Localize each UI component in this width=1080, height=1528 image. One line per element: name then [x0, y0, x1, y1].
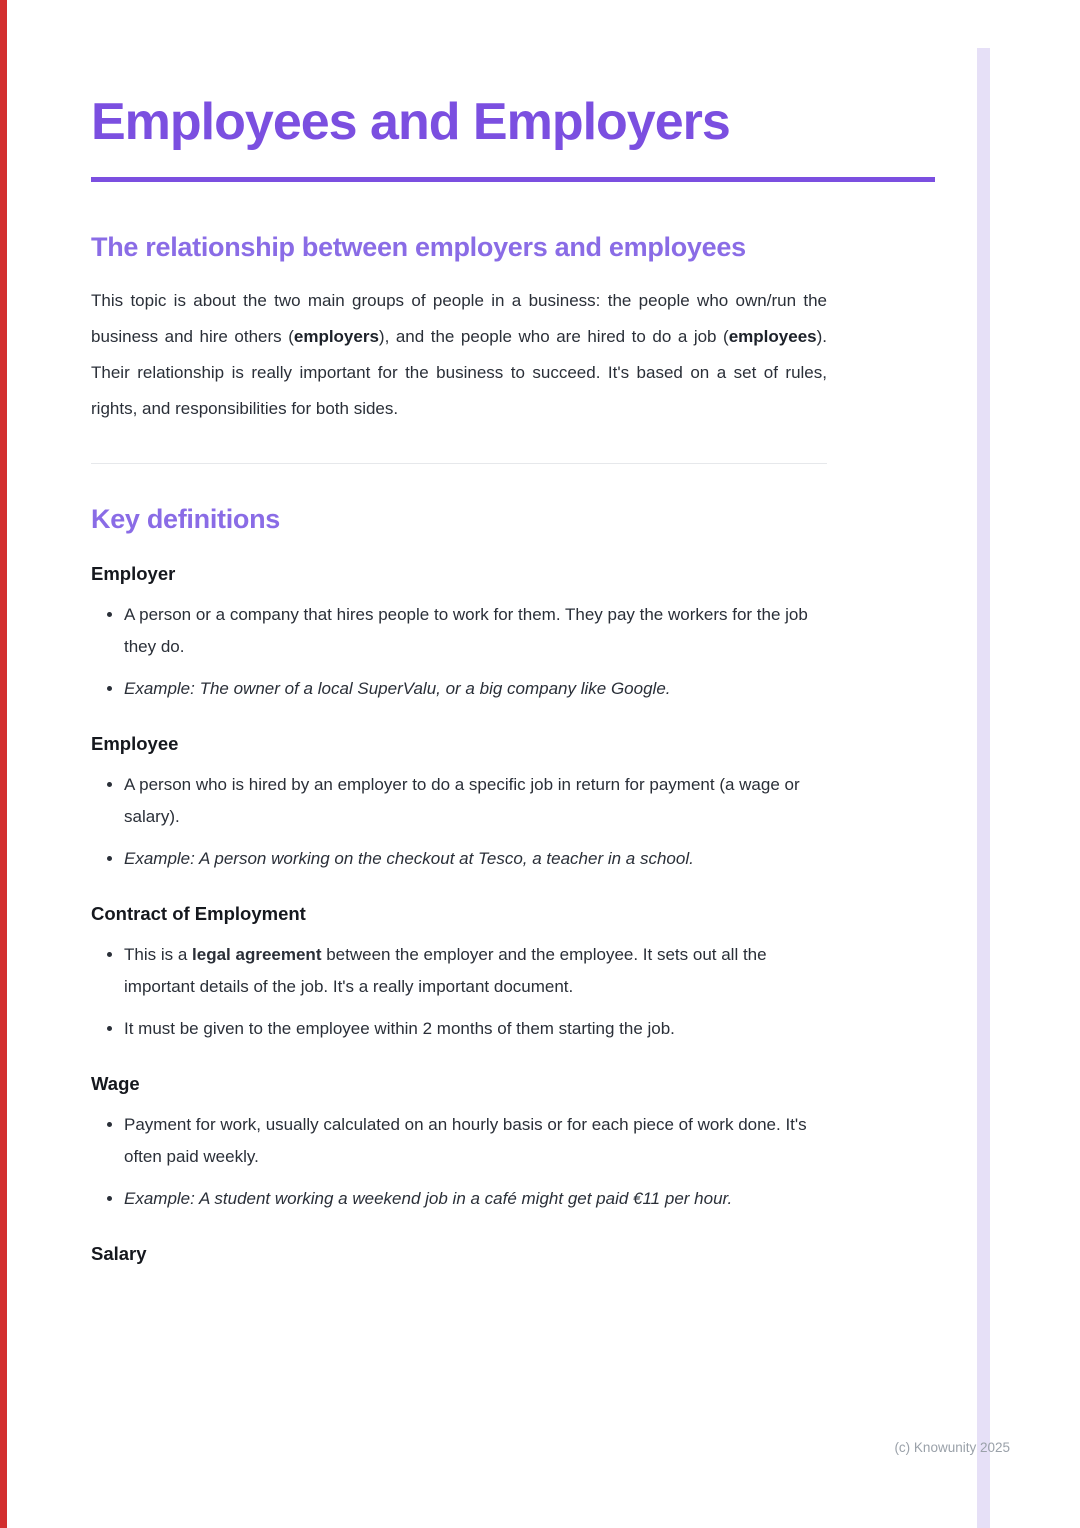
intro-segment-bold: employers [293, 327, 379, 347]
intro-segment: ). Their relationship is really important for the business to succeed. It's based on a set of rules, rights, and responsibilities for both sides. [91, 327, 827, 419]
bullet-item [124, 1013, 827, 1045]
bullet-text: A person or a company that hires people to work for them. They pay the workers for the job they do. [124, 605, 808, 657]
bullet-text: This is a [124, 944, 193, 964]
definition-term-contract-of-employment: Contract of Employment [91, 903, 306, 925]
page-edge-red-strip [0, 0, 7, 1528]
bullet-text: Example: A student working a weekend job in a café might get paid €11 per hour. [124, 1188, 733, 1208]
definition-term-salary: Salary [91, 1242, 147, 1264]
bullet-item [124, 1109, 827, 1173]
section-heading-relationship: The relationship between employers and employees [91, 232, 746, 263]
definition-bullets-wage [91, 1109, 827, 1215]
bullet-text-bold: legal agreement [192, 944, 322, 964]
definition-bullets-employer [91, 599, 827, 705]
definition-bullets-contract [91, 939, 827, 1045]
page-title: Employees and Employers [91, 93, 730, 151]
bullet-item [124, 769, 827, 833]
intro-segment-bold: employees [728, 327, 817, 347]
bullet-text: Payment for work, usually calculated on an hourly basis or for each piece of work done. It's often paid weekly. [124, 1114, 807, 1166]
bullet-item [124, 939, 827, 1003]
section-divider [91, 463, 827, 464]
bullet-item-example [124, 843, 827, 875]
definition-term-employee: Employee [91, 733, 179, 755]
bullet-item-example [124, 673, 827, 705]
section-heading-key-definitions: Key definitions [91, 504, 281, 535]
intro-segment: This topic is about the two main groups of people in a business: the people who own/run the business and hire others ( [91, 291, 827, 347]
definition-bullets-employee [91, 769, 827, 875]
definition-term-employer: Employer [91, 563, 176, 585]
page-edge-lavender-strip [977, 48, 990, 1528]
bullet-text: Example: A person working on the checkout at Tesco, a teacher in a school. [124, 849, 694, 869]
intro-segment: ), and the people who are hired to do a job ( [378, 327, 729, 347]
definition-term-wage: Wage [91, 1072, 140, 1094]
document-content [91, 0, 935, 1267]
bullet-item [124, 599, 827, 663]
intro-paragraph [91, 283, 827, 427]
bullet-text: It must be given to the employee within 2 months of them starting the job. [124, 1018, 675, 1038]
bullet-item-example [124, 1183, 827, 1215]
bullet-text: Example: The owner of a local SuperValu, or a big company like Google. [124, 679, 671, 699]
footer-copyright: (c) Knowunity 2025 [894, 1440, 1010, 1455]
bullet-text: A person who is hired by an employer to do a specific job in return for payment (a wage or salary). [124, 775, 800, 827]
bullet-text: between the employer and the employee. It sets out all the important details of the job. It's a really important document. [124, 944, 767, 996]
title-underline-rule [91, 177, 935, 182]
